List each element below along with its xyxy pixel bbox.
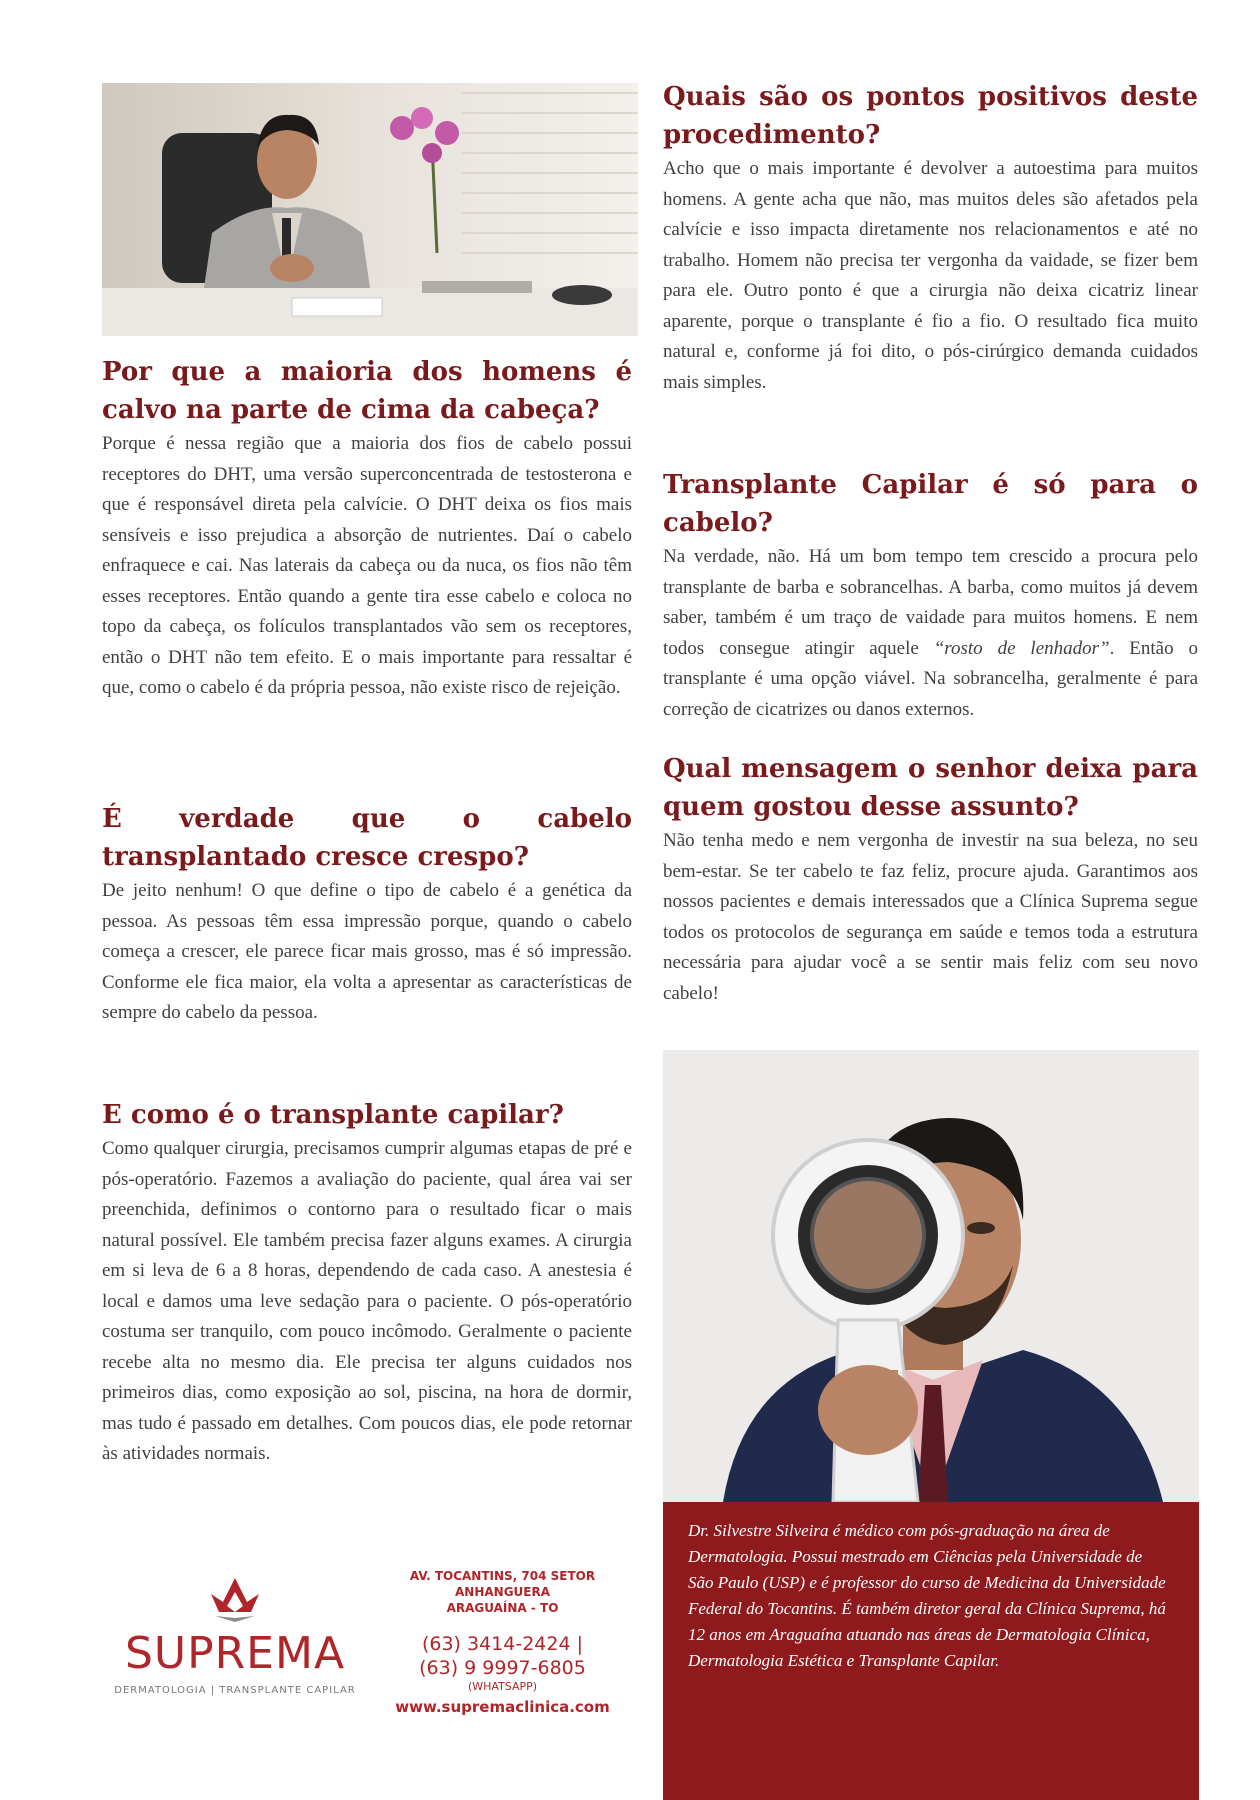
section-positive-points — [663, 78, 1198, 398]
body-text-b: . Então o transplante é uma opção viável. Na sobrancelha, geralmente é para correção de cicatrizes ou danos externos. — [663, 637, 1198, 720]
contact-block — [370, 1568, 635, 1718]
section-body: Porque é nessa região que a maioria dos fios de cabelo possui receptores do DHT, uma versão superconcentrada de testosterona e que é responsável direta pela calvície. O DHT deixa os fios mais sensíveis e isso prejudica a absorção de nutrientes. Daí o cabelo enfraquece e cai. Nas laterais da cabeça ou da nuca, os fios não têm esses receptores. Então quando a gente tira esse cabelo e coloca no topo da cabeça, os folículos transplantados vão sem os receptores, então o DHT não tem efeito. E o mais importante para ressaltar é que, como o cabelo é da própria pessoa, não existe risco de rejeição. — [102, 433, 632, 698]
doctor-desk-photo — [102, 83, 638, 336]
section-body: De jeito nenhum! O que define o tipo de cabelo é a genética da pessoa. As pessoas têm essa impressão porque, quando o cabelo começa a crescer, ele parece ficar mais grosso, mas é só impressão. Conforme ele fica maior, ela volta a apresentar as características de sempre do cabelo da pessoa. — [102, 880, 632, 1023]
section-message — [663, 750, 1198, 1009]
address-line-1: AV. TOCANTINS, 704 SETOR ANHANGUERA — [409, 1569, 596, 1599]
section-title: Por que a maioria dos homens é calvo na parte de cima da cabeça? — [102, 357, 632, 425]
website-link[interactable]: www.supremaclinica.com — [395, 1698, 610, 1716]
section-body — [663, 542, 1198, 725]
section-title: Qual mensagem o senhor deixa para quem gostou desse assunto? — [663, 754, 1198, 822]
author-caption-box — [663, 1502, 1199, 1800]
logo-name: SUPREMA — [124, 1628, 346, 1679]
whatsapp-label: (WHATSAPP) — [467, 1680, 538, 1693]
section-title: É verdade que o cabelo transplantado cresce crespo? — [102, 804, 632, 872]
section-body: Como qualquer cirurgia, precisamos cumprir algumas etapas de pré e pós-operatório. Fazemos a avaliação do paciente, qual área vai ser preenchida, definimos o contorno para o resultado ficar o mais natural possível. Ele também precisa fazer alguns exames. A cirurgia em si leva de 6 a 8 horas, dependendo de cada caso. A anestesia é local e damos uma leve sedação para o paciente. O pós-operatório costuma ser tranquilo, com pouco incômodo. Geralmente o paciente recebe alta no mesmo dia. Ele precisa ter alguns cuidados nos primeiros dias, como exposição ao sol, piscina, na hora de dormir, mas tudo é passado em detalhes. Com poucos dias, ele pode retornar às atividades normais. — [102, 1138, 632, 1464]
section-baldness — [102, 353, 632, 704]
logo-tagline: DERMATOLOGIA | TRANSPLANTE CAPILAR — [114, 1685, 356, 1696]
phone-landline: (63) 3414-2424 | — [421, 1633, 584, 1655]
section-title: E como é o transplante capilar? — [102, 1100, 564, 1130]
body-text-a: Na verdade, não. Há um bom tempo tem crescido a procura pelo transplante de barba e sobrancelhas. A barba, como muitos já devem saber, também é um traço de vaidade para muitos homens. E nem todos consegue atingir aquele — [663, 546, 1198, 659]
author-bio: Dr. Silvestre Silveira é médico com pós-graduação na área de Dermatologia. Possui mestrado em Ciências pela Universidade de São Paulo (USP) e é professor do curso de Medicina da Universidade Federal do Tocantins. É também diretor geral da Clínica Suprema, há 12 anos em Araguaína atuando nas áreas de Dermatologia Clínica, Dermatologia Estética e Transplante Capilar. — [688, 1521, 1166, 1670]
body-emphasis: “rosto de lenhador” — [933, 637, 1110, 659]
doctor-dermatoscope-photo — [663, 1050, 1199, 1502]
section-beard-eyebrows — [663, 466, 1198, 725]
section-curly-hair — [102, 800, 632, 1029]
crown-icon — [205, 1572, 265, 1622]
suprema-logo — [110, 1572, 360, 1702]
section-body: Não tenha medo e nem vergonha de investir na sua beleza, no seu bem-estar. Se ter cabelo te faz feliz, procure ajuda. Garantimos aos nossos pacientes e demais interessados que a Clínica Suprema segue todos os protocolos de segurança em saúde e temos toda a estrutura necessária para ajudar você a se sentir mais feliz com seu novo cabelo! — [663, 830, 1198, 1004]
section-procedure — [102, 1096, 632, 1470]
doctor-dermatoscope-illustration — [663, 1050, 1199, 1502]
section-title: Transplante Capilar é só para o cabelo? — [663, 470, 1198, 538]
section-title: Quais são os pontos positivos deste procedimento? — [663, 82, 1198, 150]
address-line-2: ARAGUAÍNA - TO — [446, 1601, 559, 1615]
doctor-desk-illustration — [102, 83, 638, 336]
phone-mobile: (63) 9 9997-6805 — [419, 1657, 586, 1679]
section-body: Acho que o mais importante é devolver a autoestima para muitos homens. A gente acha que não, mas muitos deles são afetados pela calvície e isso impacta diretamente nos relacionamentos e até no trabalho. Homem não precisa ter vergonha da vaidade, se fizer bem para ele. Outro ponto é que a cirurgia não deixa cicatriz linear aparente, porque o transplante é fio a fio. O resultado fica muito natural e, conforme já foi dito, o pós-cirúrgico demanda cuidados mais simples. — [663, 158, 1198, 393]
